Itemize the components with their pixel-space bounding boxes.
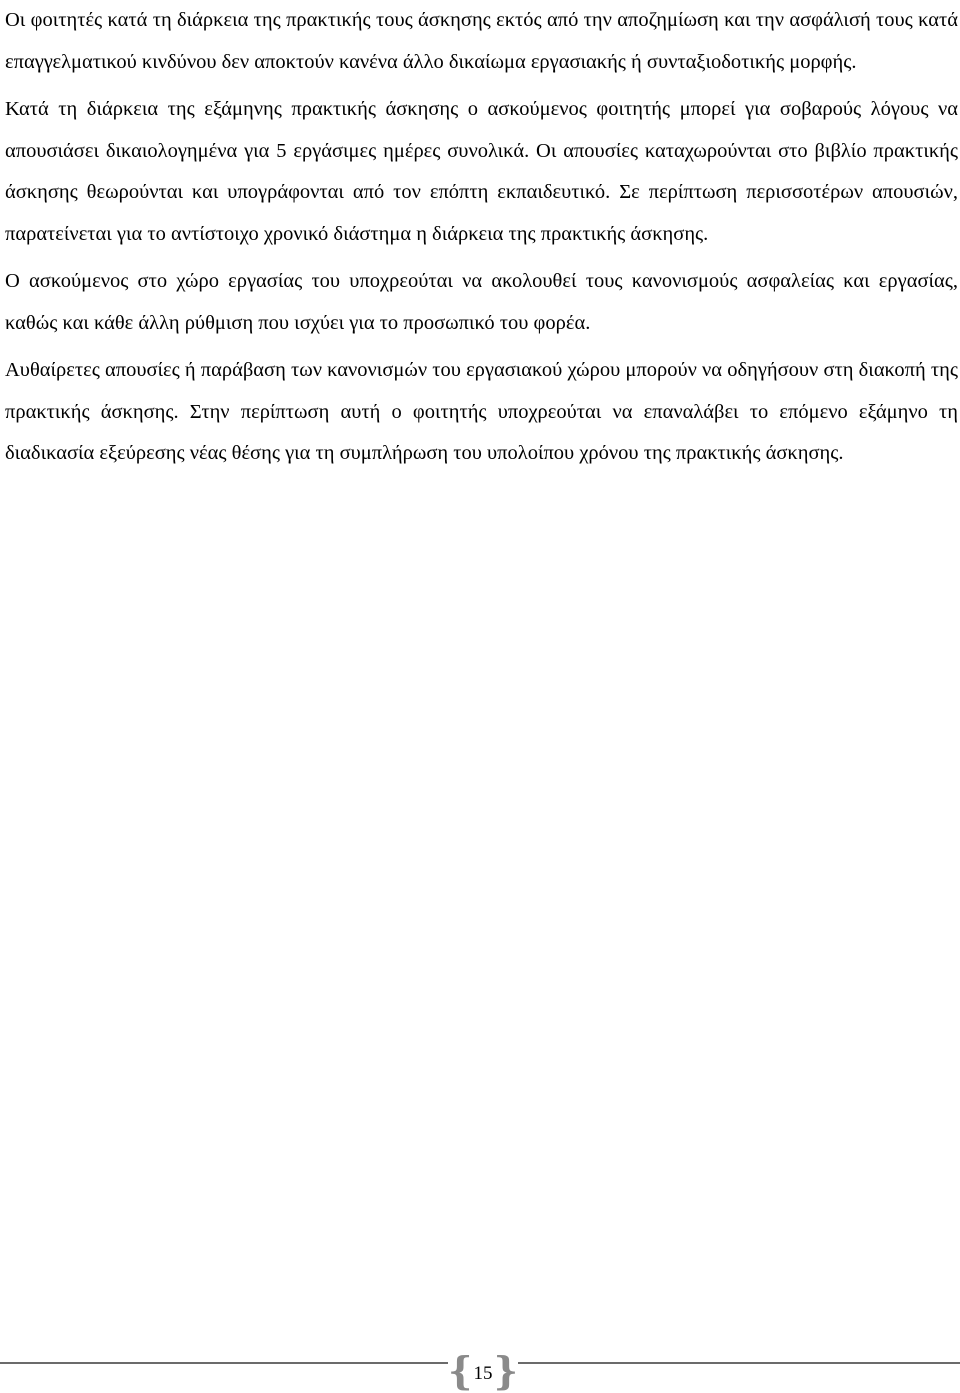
paragraph-safety-rules: Ο ασκούμενος στο χώρο εργασίας του υποχρεούται να ακολουθεί τους κανονισμούς ασφαλείας και εργασίας, καθώς και κάθε άλλη ρύθμιση που ισχύει για το προσωπικό του φορέα. <box>5 270 958 334</box>
page-footer <box>0 1350 960 1392</box>
paragraph-absences: Κατά τη διάρκεια της εξάμηνης πρακτικής άσκησης ο ασκούμενος φοιτητής μπορεί για σοβαρούς λόγους να απουσιάσει δικαιολογημένα για 5 εργάσιμες ημέρες συνολικά. Οι απουσίες καταχωρούνται στο βιβλίο πρακτικής άσκησης θεωρούνται και υπογράφονται από τον επόπτη εκπαιδευτικό. Σε περίπτωση περισσοτέρων απουσιών, παρατείνεται για το αντίστοιχο χρονικό διάστημα η διάρκεια της πρακτικής άσκησης. <box>5 98 958 245</box>
paragraph-termination: Αυθαίρετες απουσίες ή παράβαση των κανονισμών του εργασιακού χώρου μπορούν να οδηγήσουν στη διακοπή της πρακτικής άσκησης. Στην περίπτωση αυτή ο φοιτητής υποχρεούται να επαναλάβει το επόμενο εξάμηνο τη διαδικασία εξεύρεσης νέας θέσης για τη συμπλήρωση του υπολοίπου χρόνου της πρακτικής άσκησης. <box>5 359 958 464</box>
left-brace-icon: { <box>448 1348 473 1393</box>
right-brace-icon: } <box>493 1348 518 1393</box>
page-number-box <box>448 1348 518 1393</box>
page-number: 15 <box>473 1363 493 1384</box>
document-body <box>5 0 958 481</box>
paragraph-compensation: Οι φοιτητές κατά τη διάρκεια της πρακτικής τους άσκησης εκτός από την αποζημίωση και την ασφάλισή τους κατά επαγγελματικού κινδύνου δεν αποκτούν κανένα άλλο δικαίωμα εργασιακής ή συνταξιοδοτικής μορφής. <box>5 9 958 73</box>
